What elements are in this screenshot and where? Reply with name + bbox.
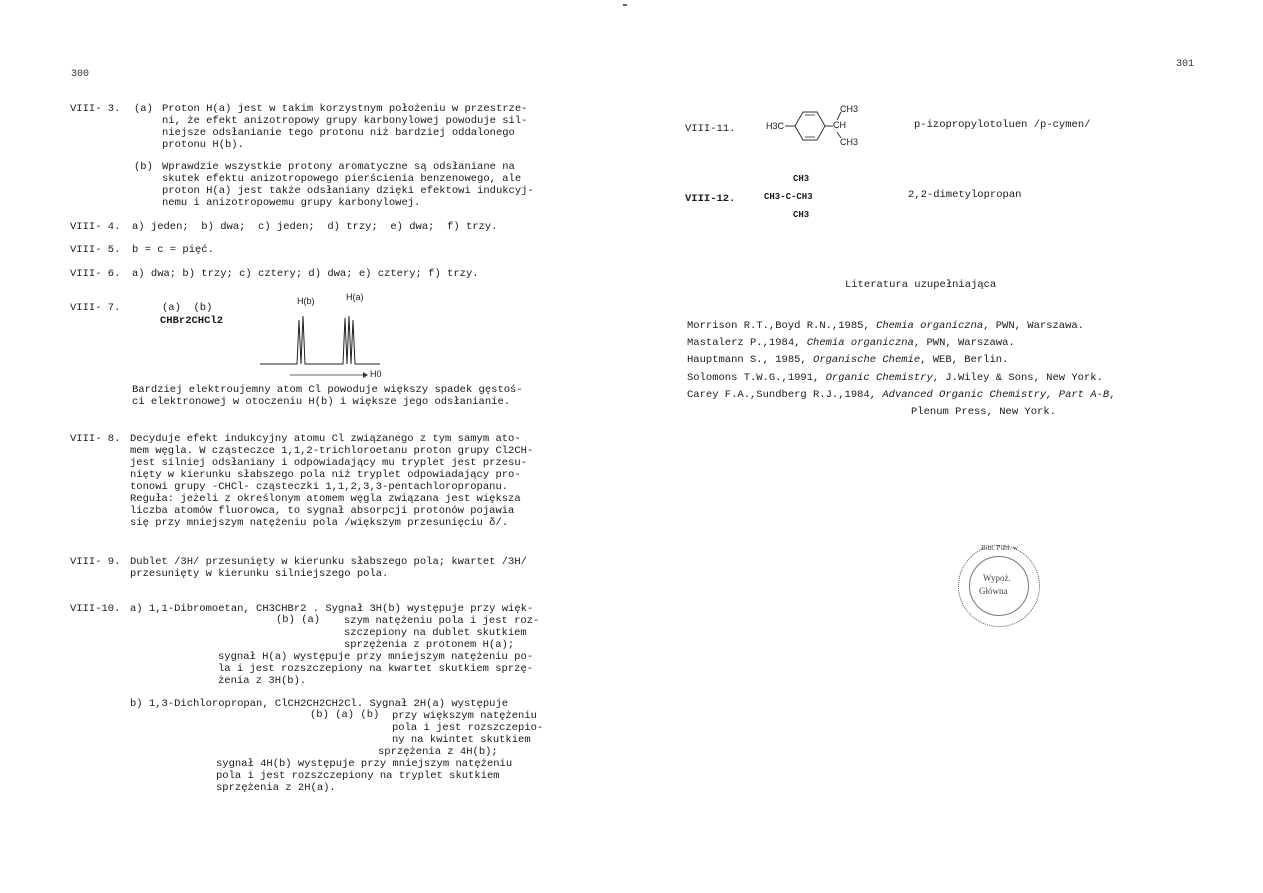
ref-authors: Hauptmann S., 1985, bbox=[687, 354, 814, 366]
text-line: protonu H(b). bbox=[162, 139, 244, 151]
text-line: nemu i anizotropowemu grupy karbonylowej. bbox=[162, 197, 421, 209]
field-axis-label: H0 bbox=[370, 369, 382, 379]
sub-label-a: (a) bbox=[134, 103, 153, 115]
ref-authors: Mastalerz P.,1984, bbox=[687, 337, 807, 349]
entry-id: VIII-12. bbox=[685, 193, 736, 205]
ref-publisher: , bbox=[1109, 389, 1116, 401]
text-line: liczba atomów fluorowca, to sygnał absorpcji protonów pojawia bbox=[130, 505, 515, 517]
ref-authors: Morrison R.T.,Boyd R.N.,1985, bbox=[687, 320, 877, 332]
entry-id: VIII- 9. bbox=[70, 556, 121, 568]
substituent-mid: CH bbox=[833, 120, 846, 130]
compound-name: 2,2-dimetylopropan bbox=[908, 189, 1022, 201]
substituent-top: CH3 bbox=[793, 174, 810, 184]
text-line: żenia z 3H(b). bbox=[218, 675, 307, 687]
proton-labels: (b) (a) bbox=[276, 614, 321, 626]
entry-text-block bbox=[162, 161, 534, 209]
entry-text: sprzężenia z 4H(b); bbox=[378, 746, 498, 758]
entry-text: a) jeden; b) dwa; c) jeden; d) trzy; e) dwa; f) trzy. bbox=[132, 221, 498, 233]
text-line: Decyduje efekt indukcyjny atomu Cl związanego z tym samym ato- bbox=[130, 433, 521, 445]
text-line: ci elektronowej w otoczeniu H(b) i większe jego odsłanianie. bbox=[132, 396, 511, 408]
entry-text: b) 1,3-Dichloropropan, ClCH2CH2CH2Cl. Sygnał 2H(a) występuje bbox=[130, 698, 509, 710]
text-line: ny na kwintet skutkiem bbox=[392, 734, 531, 746]
text-line: ni, że efekt anizotropowy grupy karbonylowej powoduje sil- bbox=[162, 115, 528, 127]
reference-item bbox=[687, 320, 1084, 332]
text-line: pola i jest rozszczepiony na tryplet skutkiem bbox=[216, 770, 500, 782]
entry-id: VIII- 8. bbox=[70, 433, 121, 445]
ref-authors: Carey F.A.,Sundberg R.J.,1984, bbox=[687, 389, 883, 401]
text-line: jest silniej odsłaniany i odpowiadający mu tryplet jest przesu- bbox=[130, 457, 527, 469]
text-line: przesunięty w kierunku silniejszego pola. bbox=[130, 568, 389, 580]
entry-text-block bbox=[132, 384, 523, 408]
text-line: Bardziej elektroujemny atom Cl powoduje większy spadek gęstoś- bbox=[132, 384, 523, 396]
text-line: Wprawdzie wszystkie protony aromatyczne są odsłaniane na bbox=[162, 161, 515, 173]
scan-mark bbox=[623, 4, 627, 6]
substituent-bottom: CH3 bbox=[840, 137, 859, 147]
nmr-spectrum bbox=[255, 290, 385, 380]
reference-item bbox=[687, 372, 1103, 384]
entry-id: VIII- 7. bbox=[70, 302, 121, 314]
text-line: szczepiony na dublet skutkiem bbox=[344, 627, 527, 639]
entry-text: a) dwa; b) trzy; c) cztery; d) dwa; e) cztery; f) trzy. bbox=[132, 268, 479, 280]
ref-publisher: , WEB, Berlin. bbox=[920, 354, 1009, 366]
entry-text-block bbox=[218, 651, 533, 687]
text-line: nięty w kierunku słabszego pola niż tryplet odpowiadający pro- bbox=[130, 469, 521, 481]
entry-id: VIII- 4. bbox=[70, 221, 121, 233]
ref-title: Advanced Organic Chemistry, Part A-B bbox=[882, 389, 1110, 401]
ref-authors: Solomons T.W.G.,1991, bbox=[687, 372, 826, 384]
entry-id: VIII-11. bbox=[685, 123, 736, 135]
sub-label-b: (b) bbox=[134, 161, 153, 173]
formula: CHBr2CHCl2 bbox=[160, 315, 224, 327]
text-line: pola i jest rozszczepio- bbox=[392, 722, 544, 734]
text-line: Proton H(a) jest w takim korzystnym położeniu w przestrze- bbox=[162, 103, 528, 115]
text-line: proton H(a) jest także odsłaniany dzięki efektowi indukcyj- bbox=[162, 185, 534, 197]
text-line: Reguła: jeżeli z określonym atomem węgla związana jest większa bbox=[130, 493, 521, 505]
text-line: sygnał 4H(b) występuje przy mniejszym natężeniu bbox=[216, 758, 513, 770]
text-line: się przy mniejszym natężeniu pola /większym przesunięciu δ/. bbox=[130, 517, 509, 529]
substituent-left: H3C bbox=[766, 121, 785, 131]
ref-publisher: , PWN, Warszawa. bbox=[983, 320, 1084, 332]
text-line: niejsze odsłanianie tego protonu niż bardziej oddalonego bbox=[162, 127, 515, 139]
text-line: przy większym natężeniu bbox=[392, 710, 537, 722]
peak-label-a: H(a) bbox=[346, 292, 364, 302]
ref-title: Organische Chemie bbox=[813, 354, 921, 366]
reference-item bbox=[687, 354, 1008, 366]
text-line: sprzężenia z protonem H(a); bbox=[344, 639, 515, 651]
text-line: sygnał H(a) występuje przy mniejszym natężeniu po- bbox=[218, 651, 534, 663]
ref-title: Chemia organiczna bbox=[806, 337, 914, 349]
text-line: skutek efektu anizotropowego pierścienia benzenowego, ale bbox=[162, 173, 522, 185]
entry-text: a) 1,1-Dibromoetan, CH3CHBr2 . Sygnał 3H(b) występuje przy więk- bbox=[130, 603, 534, 615]
text-line: Dublet /3H/ przesunięty w kierunku słabszego pola; kwartet /3H/ bbox=[130, 556, 527, 568]
entry-id: VIII-10. bbox=[70, 603, 121, 615]
ref-publisher: , J.Wiley & Sons, New York. bbox=[932, 372, 1103, 384]
entry-text-block bbox=[162, 103, 527, 151]
literature-heading: Literatura uzupełniająca bbox=[845, 279, 997, 291]
text-line: tonowi grupy -CHCl- cząsteczki 1,1,2,3,3-pentachloropropanu. bbox=[130, 481, 509, 493]
peak-label-b: H(b) bbox=[297, 296, 315, 306]
reference-continuation: Plenum Press, New York. bbox=[911, 406, 1056, 418]
substituent-bottom: CH3 bbox=[793, 210, 810, 220]
entry-text-block bbox=[392, 710, 543, 746]
stamp-top-text: Bibl. Publ. w bbox=[981, 544, 1018, 552]
entry-id: VIII- 6. bbox=[70, 268, 121, 280]
ref-publisher: , PWN, Warszawa. bbox=[913, 337, 1015, 349]
ref-title: Organic Chemistry bbox=[825, 372, 933, 384]
substituent-top: CH3 bbox=[840, 104, 859, 114]
proton-labels: (b) (a) (b) bbox=[310, 709, 380, 721]
reference-item bbox=[687, 337, 1015, 349]
page-number-right: 301 bbox=[1176, 59, 1195, 70]
main-chain: CH3-C-CH3 bbox=[764, 192, 813, 202]
text-line: sprzężenia z 2H(a). bbox=[216, 782, 336, 794]
entry-text: b = c = pięć. bbox=[132, 244, 214, 256]
entry-text-block bbox=[344, 615, 539, 651]
entry-id: VIII- 3. bbox=[70, 103, 121, 115]
stamp-text-1: Wypoż. bbox=[983, 573, 1011, 583]
entry-text-block bbox=[216, 758, 512, 794]
stamp-text-2: Główna bbox=[979, 586, 1008, 596]
text-line: mem węgla. W cząsteczce 1,1,2-trichloroetanu proton grupy Cl2CH- bbox=[130, 445, 534, 457]
entry-text-block bbox=[130, 433, 533, 529]
library-stamp bbox=[958, 545, 1040, 627]
proton-labels: (a) (b) bbox=[162, 302, 213, 314]
entry-id: VIII- 5. bbox=[70, 244, 121, 256]
reference-item bbox=[687, 389, 1116, 401]
entry-text-block bbox=[130, 556, 527, 580]
ref-title: Chemia organiczna bbox=[876, 320, 984, 332]
text-line: la i jest rozszczepiony na kwartet skutkiem sprzę- bbox=[218, 663, 534, 675]
compound-name: p-izopropylotoluen /p-cymen/ bbox=[914, 119, 1091, 131]
page-number-left: 300 bbox=[71, 69, 90, 80]
text-line: szym natężeniu pola i jest roz- bbox=[344, 615, 540, 627]
